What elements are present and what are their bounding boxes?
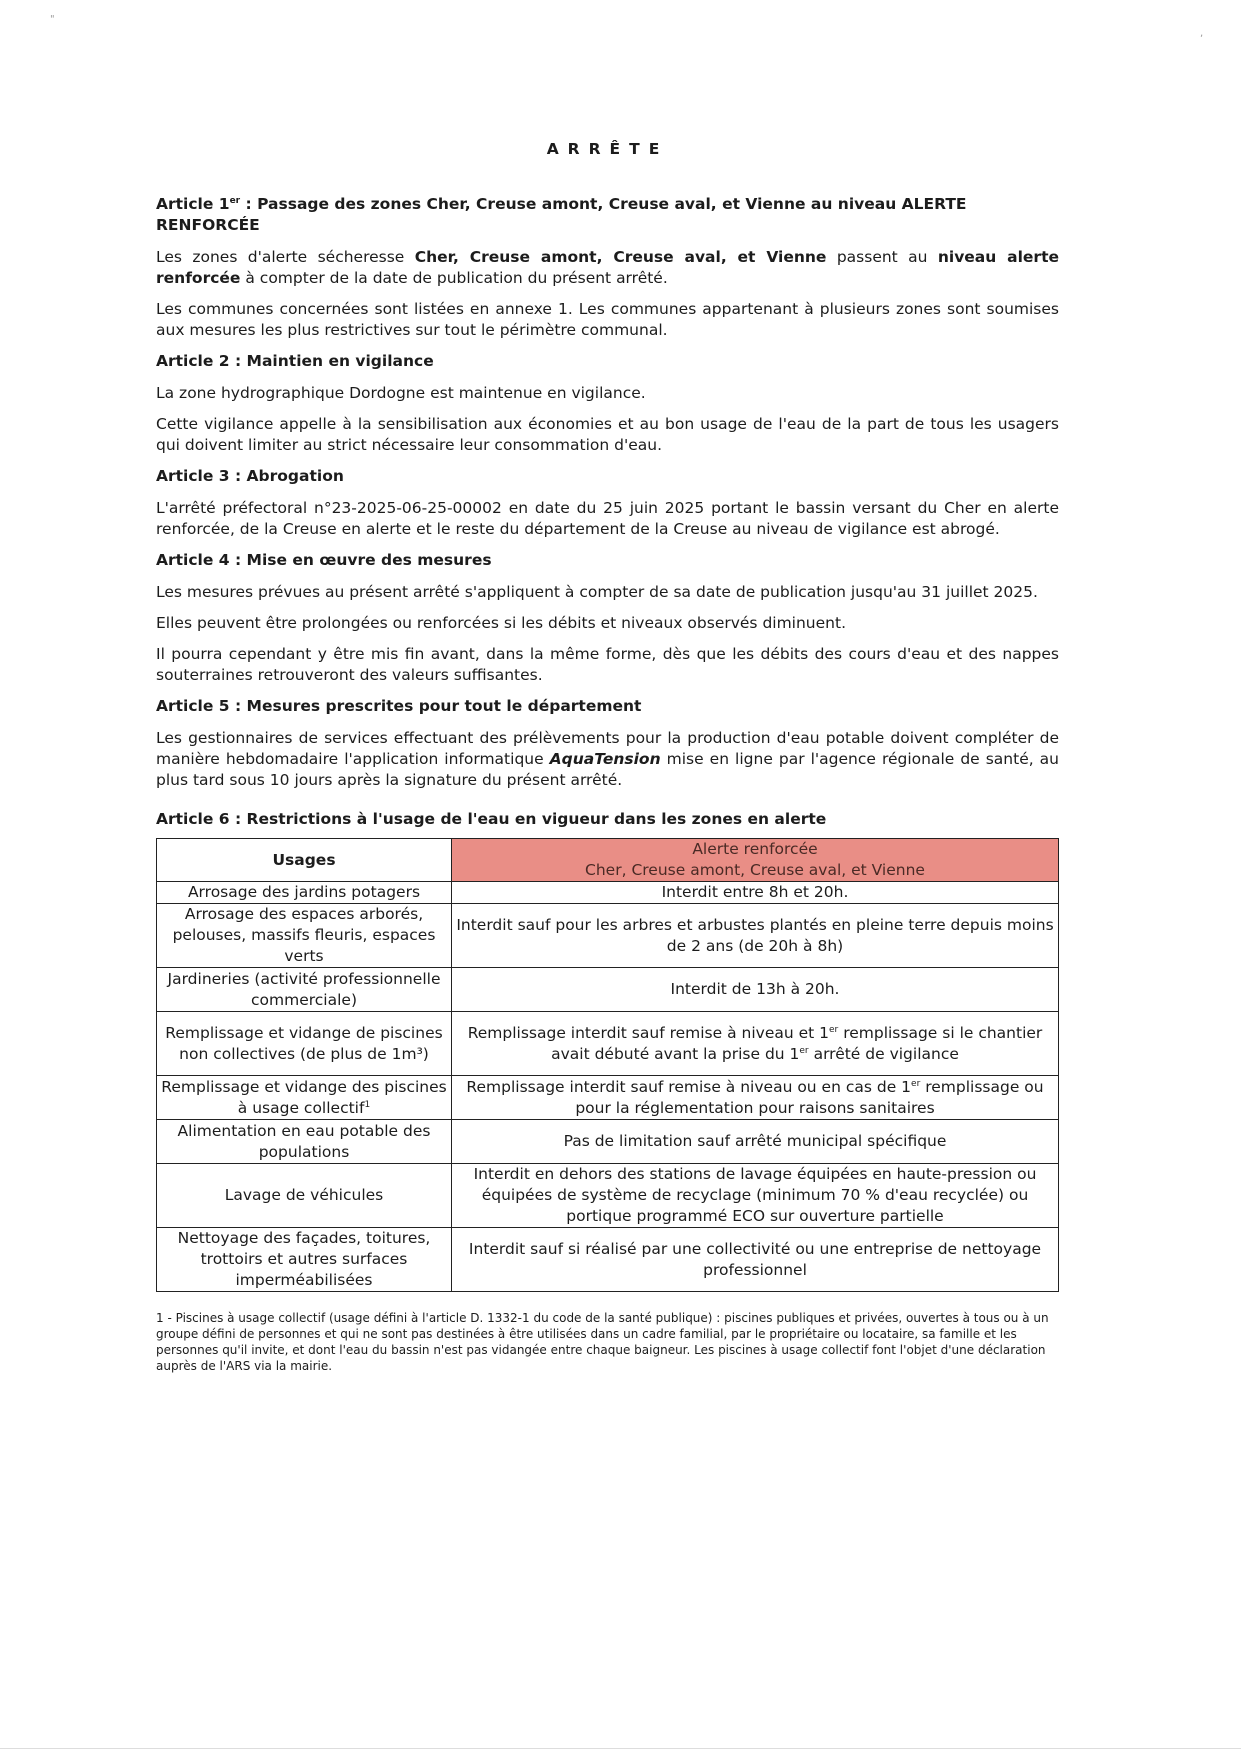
article-5-heading: Article 5 : Mesures prescrites pour tout le département bbox=[156, 697, 642, 715]
footnote: 1 - Piscines à usage collectif (usage défini à l'article D. 1332-1 du code de la santé publique) : piscines publiques et privées, ouvertes à tous ou à un groupe défini de personnes et qui ne sont pas destinées à être utilisées dans un cadre familial, par le propriétaire ou locataire, sa famille et les personnes qu'il invite, et dont l'eau du bassin n'est pas vidangée entre chaque baigneur. Les piscines à usage collectif font l'objet d'une déclaration auprès de l'ARS via la mairie. bbox=[156, 1311, 1049, 1373]
article-3-paragraph-1: L'arrêté préfectoral n°23-2025-06-25-00002 en date du 25 juin 2025 portant le bassin versant du Cher en alerte renforcée, de la Creuse en alerte et le reste du département de la Creuse au niveau de vigilance est abrogé. bbox=[156, 499, 1059, 538]
table-row bbox=[157, 1120, 1059, 1164]
usage-cell: Arrosage des jardins potagers bbox=[157, 882, 452, 904]
sup: er bbox=[911, 1078, 921, 1089]
usage-cell bbox=[157, 1076, 452, 1120]
usage-cell: Jardineries (activité professionnelle commerciale) bbox=[157, 968, 452, 1012]
article-1-paragraph-2: Les communes concernées sont listées en annexe 1. Les communes appartenant à plusieurs zones sont soumises aux mesures les plus restrictives sur tout le périmètre communal. bbox=[156, 300, 1059, 339]
table-row bbox=[157, 904, 1059, 968]
usage-cell: Alimentation en eau potable des populations bbox=[157, 1120, 452, 1164]
usage-cell: Nettoyage des façades, toitures, trottoirs et autres surfaces imperméabilisées bbox=[157, 1228, 452, 1292]
rule-cell: Pas de limitation sauf arrêté municipal spécifique bbox=[452, 1120, 1059, 1164]
restrictions-table bbox=[156, 838, 1059, 1292]
sup: er bbox=[799, 1045, 809, 1056]
article-4-heading: Article 4 : Mise en œuvre des mesures bbox=[156, 551, 492, 569]
header-alert-renforcee bbox=[452, 839, 1059, 882]
article-5-paragraph-1 bbox=[156, 728, 1059, 791]
text-run: Remplissage interdit sauf remise à niveau ou en cas de 1 bbox=[466, 1077, 912, 1096]
article-2-paragraph-2: Cette vigilance appelle à la sensibilisation aux économies et au bon usage de l'eau de la part de tous les usagers qui doivent limiter au strict nécessaire leur consommation d'eau. bbox=[156, 415, 1059, 454]
article-1-heading-text: Article 1 bbox=[156, 195, 230, 213]
article-1-heading-sup: er bbox=[229, 196, 241, 206]
rule-cell: Interdit sauf pour les arbres et arbustes plantés en pleine terre depuis moins de 2 ans (de 20h à 8h) bbox=[452, 904, 1059, 968]
document-body bbox=[156, 194, 1059, 1374]
table-row bbox=[157, 1012, 1059, 1076]
usage-cell: Lavage de véhicules bbox=[157, 1164, 452, 1228]
level-bold: niveau alerte renforcée bbox=[156, 248, 1059, 287]
usage-cell: Arrosage des espaces arborés, pelouses, massifs fleuris, espaces verts bbox=[157, 904, 452, 968]
rule-cell: Interdit entre 8h et 20h. bbox=[452, 882, 1059, 904]
text-run: remplissage si le chantier avait débuté avant la prise du 1 bbox=[551, 1023, 1043, 1063]
article-1-heading-rest: : Passage des zones Cher, Creuse amont, Creuse aval, et Vienne au niveau ALERTE RENFORCÉE bbox=[156, 195, 967, 234]
rule-cell: Interdit en dehors des stations de lavage équipées en haute-pression ou équipées de système de recyclage (minimum 70 % d'eau recyclée) ou portique programmé ECO sur ouverture partielle bbox=[452, 1164, 1059, 1228]
scan-mark-left: " bbox=[50, 14, 55, 25]
rule-cell bbox=[452, 1076, 1059, 1120]
text-run: remplissage ou pour la réglementation pour raisons sanitaires bbox=[575, 1077, 1044, 1117]
article-1-paragraph-1 bbox=[156, 247, 1059, 289]
article-3-heading: Article 3 : Abrogation bbox=[156, 467, 344, 485]
text-run: Remplissage et vidange des piscines à usage collectif bbox=[161, 1077, 447, 1117]
zones-bold: Cher, Creuse amont, Creuse aval, et Vienne bbox=[414, 248, 827, 266]
text-run: Remplissage interdit sauf remise à niveau et 1 bbox=[467, 1023, 830, 1042]
article-4-paragraph-1: Les mesures prévues au présent arrêté s'appliquent à compter de sa date de publication jusqu'au 31 juillet 2025. bbox=[156, 583, 1038, 601]
article-2-paragraph-1: La zone hydrographique Dordogne est maintenue en vigilance. bbox=[156, 384, 646, 402]
document-title: ARRÊTE bbox=[546, 140, 669, 158]
rule-cell: Interdit de 13h à 20h. bbox=[452, 968, 1059, 1012]
text-run: à compter de la date de publication du présent arrêté. bbox=[240, 269, 668, 287]
table-row bbox=[157, 968, 1059, 1012]
rule-cell: Interdit sauf si réalisé par une collectivité ou une entreprise de nettoyage professionnel bbox=[452, 1228, 1059, 1292]
usage-cell: Remplissage et vidange de piscines non collectives (de plus de 1m³) bbox=[157, 1012, 452, 1076]
article-2-heading: Article 2 : Maintien en vigilance bbox=[156, 352, 434, 370]
footnote-ref: 1 bbox=[364, 1099, 371, 1110]
rule-cell bbox=[452, 1012, 1059, 1076]
article-1-heading bbox=[156, 194, 1059, 236]
text-run: Les gestionnaires de services effectuant des prélèvements pour la production d'eau potable doivent compléter de manière hebdomadaire l'application informatique bbox=[156, 729, 1059, 768]
header-alert-zones: Cher, Creuse amont, Creuse aval, et Vienne bbox=[585, 861, 925, 879]
scan-mark-right: , bbox=[1200, 28, 1204, 39]
text-run: mise en ligne par l'agence régionale de santé, au plus tard sous 10 jours après la signature du présent arrêté. bbox=[156, 750, 1060, 789]
article-6-heading: Article 6 : Restrictions à l'usage de l'eau en vigueur dans les zones en alerte bbox=[156, 810, 827, 828]
table-row bbox=[157, 1076, 1059, 1120]
article-4-paragraph-3: Il pourra cependant y être mis fin avant, dans la même forme, dès que les débits des cours d'eau et des nappes souterraines retrouveront des valeurs suffisantes. bbox=[156, 645, 1059, 684]
table-row bbox=[157, 1228, 1059, 1292]
article-4-paragraph-2: Elles peuvent être prolongées ou renforcées si les débits et niveaux observés diminuent. bbox=[156, 614, 846, 632]
text-run: passent au bbox=[826, 248, 938, 266]
header-usages: Usages bbox=[157, 839, 452, 882]
text-run: arrêté de vigilance bbox=[808, 1044, 959, 1063]
app-name: AquaTension bbox=[549, 750, 661, 768]
text-run: Les zones d'alerte sécheresse bbox=[156, 248, 415, 266]
header-alert-title: Alerte renforcée bbox=[692, 840, 818, 858]
table-row bbox=[157, 1164, 1059, 1228]
table-row bbox=[157, 882, 1059, 904]
sup: er bbox=[829, 1024, 839, 1035]
scan-bottom-edge bbox=[0, 1748, 1241, 1749]
table-header-row bbox=[157, 839, 1059, 882]
